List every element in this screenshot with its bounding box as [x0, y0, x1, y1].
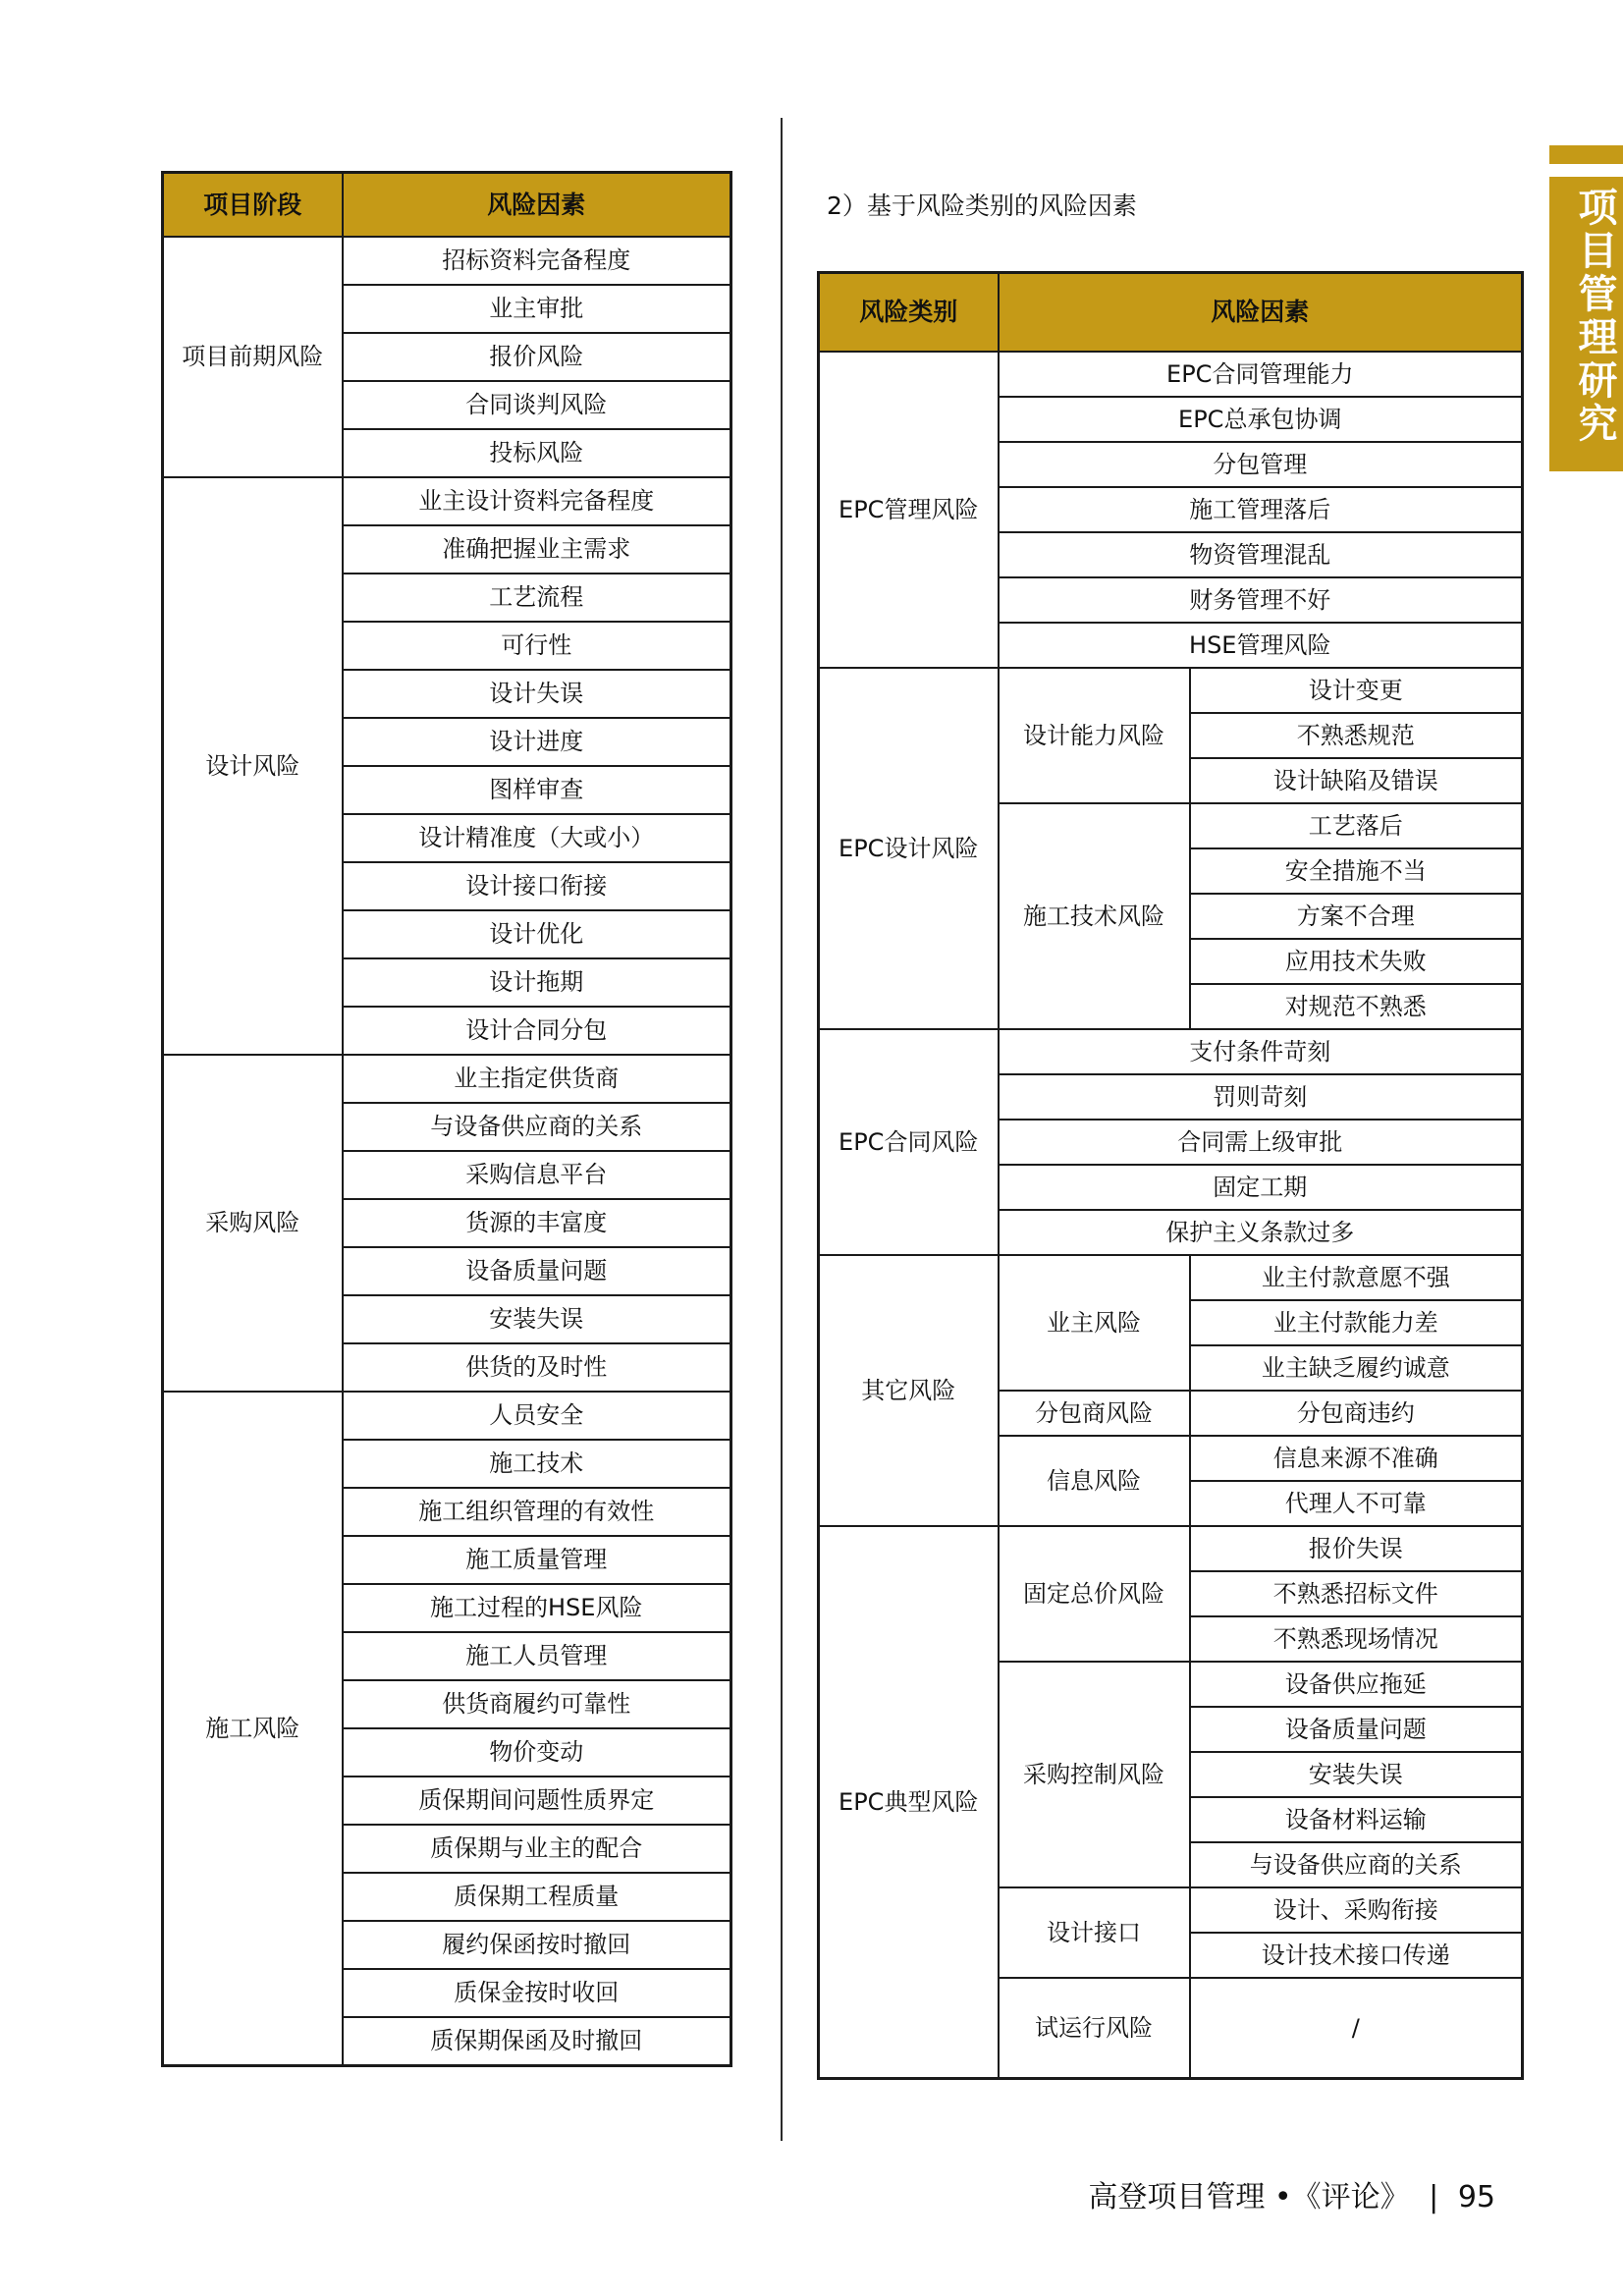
factor-cell: 报价风险: [343, 333, 731, 381]
page-number: 95: [1457, 2180, 1495, 2214]
header-category: 风险类别: [819, 273, 999, 353]
table-row: [819, 1526, 1523, 1571]
table-row: [163, 1055, 731, 1103]
factor-cell: 设备质量问题: [1190, 1707, 1523, 1752]
subcategory-cell: 施工技术风险: [999, 803, 1190, 1029]
subcategory-cell: 试运行风险: [999, 1978, 1190, 2079]
factor-cell: 业主设计资料完备程度: [343, 477, 731, 525]
category-risk-table-body: [819, 352, 1523, 2079]
factor-cell: 可行性: [343, 622, 731, 670]
table-row: [819, 1029, 1523, 1074]
factor-cell: 图样审查: [343, 766, 731, 814]
factor-cell: 设计失误: [343, 670, 731, 718]
factor-cell: 货源的丰富度: [343, 1199, 731, 1247]
factor-cell: 施工管理落后: [999, 487, 1523, 532]
factor-cell: 设计拖期: [343, 958, 731, 1007]
factor-cell: 固定工期: [999, 1165, 1523, 1210]
subcategory-cell: 设计能力风险: [999, 668, 1190, 803]
factor-cell: 设计技术接口传递: [1190, 1933, 1523, 1978]
factor-cell: 质保期与业主的配合: [343, 1825, 731, 1873]
factor-cell: 合同谈判风险: [343, 381, 731, 429]
factor-cell: 准确把握业主需求: [343, 525, 731, 574]
category-cell: 其它风险: [819, 1255, 999, 1526]
section-heading: 2）基于风险类别的风险因素: [827, 191, 1137, 220]
factor-cell: 招标资料完备程度: [343, 237, 731, 285]
subcategory-cell: 固定总价风险: [999, 1526, 1190, 1662]
factor-cell: 施工人员管理: [343, 1632, 731, 1680]
factor-cell: 设计变更: [1190, 668, 1523, 713]
factor-cell: 供货商履约可靠性: [343, 1680, 731, 1728]
factor-cell: 罚则苛刻: [999, 1074, 1523, 1120]
header-factor: 风险因素: [343, 173, 731, 238]
factor-cell: 设备供应拖延: [1190, 1662, 1523, 1707]
stage-cell: 设计风险: [163, 477, 343, 1055]
table-header-row: [819, 273, 1523, 353]
header-stage: 项目阶段: [163, 173, 343, 238]
factor-cell: 代理人不可靠: [1190, 1481, 1523, 1526]
table-row: [819, 668, 1523, 713]
factor-cell: 设计优化: [343, 910, 731, 958]
table-row: [819, 352, 1523, 397]
factor-cell: 信息来源不准确: [1190, 1436, 1523, 1481]
side-tab: [1549, 177, 1623, 471]
stage-risk-table: [161, 171, 732, 2067]
factor-cell: 设计、采购衔接: [1190, 1887, 1523, 1933]
category-cell: EPC典型风险: [819, 1526, 999, 2079]
subcategory-cell: 采购控制风险: [999, 1662, 1190, 1887]
table-row: [163, 237, 731, 285]
factor-cell: 物价变动: [343, 1728, 731, 1777]
table-row: [819, 1255, 1523, 1300]
factor-cell: 财务管理不好: [999, 577, 1523, 623]
factor-cell: 履约保函按时撤回: [343, 1921, 731, 1969]
factor-cell: EPC合同管理能力: [999, 352, 1523, 397]
subcategory-cell: 业主风险: [999, 1255, 1190, 1391]
factor-cell: 施工过程的HSE风险: [343, 1584, 731, 1632]
category-cell: EPC合同风险: [819, 1029, 999, 1255]
subcategory-cell: 分包商风险: [999, 1391, 1190, 1436]
factor-cell: 与设备供应商的关系: [343, 1103, 731, 1151]
footer-publication: 高登项目管理 •《评论》: [1088, 2180, 1410, 2214]
factor-cell: 不熟悉招标文件: [1190, 1571, 1523, 1616]
table-row: [163, 477, 731, 525]
factor-cell: 分包管理: [999, 442, 1523, 487]
factor-cell: 支付条件苛刻: [999, 1029, 1523, 1074]
factor-cell: 供货的及时性: [343, 1343, 731, 1392]
factor-cell: 业主指定供货商: [343, 1055, 731, 1103]
factor-cell: EPC总承包协调: [999, 397, 1523, 442]
factor-cell: 施工技术: [343, 1440, 731, 1488]
factor-cell: 施工质量管理: [343, 1536, 731, 1584]
factor-cell: 不熟悉规范: [1190, 713, 1523, 758]
factor-cell: 合同需上级审批: [999, 1120, 1523, 1165]
factor-cell: 工艺落后: [1190, 803, 1523, 848]
category-risk-table: [817, 271, 1524, 2080]
column-divider: [781, 118, 783, 2141]
factor-cell: 业主缺乏履约诚意: [1190, 1345, 1523, 1391]
category-cell: EPC管理风险: [819, 352, 999, 668]
subcategory-cell: 信息风险: [999, 1436, 1190, 1526]
factor-cell: 质保金按时收回: [343, 1969, 731, 2017]
factor-cell: 安装失误: [343, 1295, 731, 1343]
factor-cell: 设计缺陷及错误: [1190, 758, 1523, 803]
factor-cell: 安装失误: [1190, 1752, 1523, 1797]
factor-cell: 设计合同分包: [343, 1007, 731, 1055]
side-tab-title: 项目管理研究: [1572, 187, 1617, 446]
factor-cell: 质保期保函及时撤回: [343, 2017, 731, 2066]
factor-cell: 人员安全: [343, 1392, 731, 1440]
factor-cell: 方案不合理: [1190, 894, 1523, 939]
stage-cell: 采购风险: [163, 1055, 343, 1392]
factor-cell: 保护主义条款过多: [999, 1210, 1523, 1255]
subcategory-cell: 设计接口: [999, 1887, 1190, 1978]
factor-cell: 设计进度: [343, 718, 731, 766]
factor-cell: 业主付款意愿不强: [1190, 1255, 1523, 1300]
factor-cell: 对规范不熟悉: [1190, 984, 1523, 1029]
factor-cell: 物资管理混乱: [999, 532, 1523, 577]
table-header-row: [163, 173, 731, 238]
factor-cell: 采购信息平台: [343, 1151, 731, 1199]
factor-cell: 质保期工程质量: [343, 1873, 731, 1921]
factor-cell: 业主审批: [343, 285, 731, 333]
side-tab-accent-bar: [1549, 145, 1623, 164]
factor-cell: 设备质量问题: [343, 1247, 731, 1295]
category-cell: EPC设计风险: [819, 668, 999, 1029]
factor-cell: 设计接口衔接: [343, 862, 731, 910]
factor-cell: 分包商违约: [1190, 1391, 1523, 1436]
stage-risk-table-body: [163, 237, 731, 2066]
factor-cell: 设计精准度（大或小）: [343, 814, 731, 862]
factor-cell: 设备材料运输: [1190, 1797, 1523, 1842]
factor-cell: 不熟悉现场情况: [1190, 1616, 1523, 1662]
factor-cell: 报价失误: [1190, 1526, 1523, 1571]
factor-cell: 安全措施不当: [1190, 848, 1523, 894]
factor-cell: 业主付款能力差: [1190, 1300, 1523, 1345]
table-row: [163, 1392, 731, 1440]
factor-cell: 质保期间问题性质界定: [343, 1777, 731, 1825]
footer-separator: |: [1429, 2180, 1439, 2214]
stage-cell: 施工风险: [163, 1392, 343, 2066]
factor-cell: HSE管理风险: [999, 623, 1523, 668]
stage-cell: 项目前期风险: [163, 237, 343, 477]
factor-cell: 工艺流程: [343, 574, 731, 622]
header-factor: 风险因素: [999, 273, 1523, 353]
factor-cell: 与设备供应商的关系: [1190, 1842, 1523, 1887]
factor-cell: 投标风险: [343, 429, 731, 477]
factor-cell: /: [1190, 1978, 1523, 2079]
factor-cell: 应用技术失败: [1190, 939, 1523, 984]
footer: [1088, 2172, 1495, 2215]
factor-cell: 施工组织管理的有效性: [343, 1488, 731, 1536]
